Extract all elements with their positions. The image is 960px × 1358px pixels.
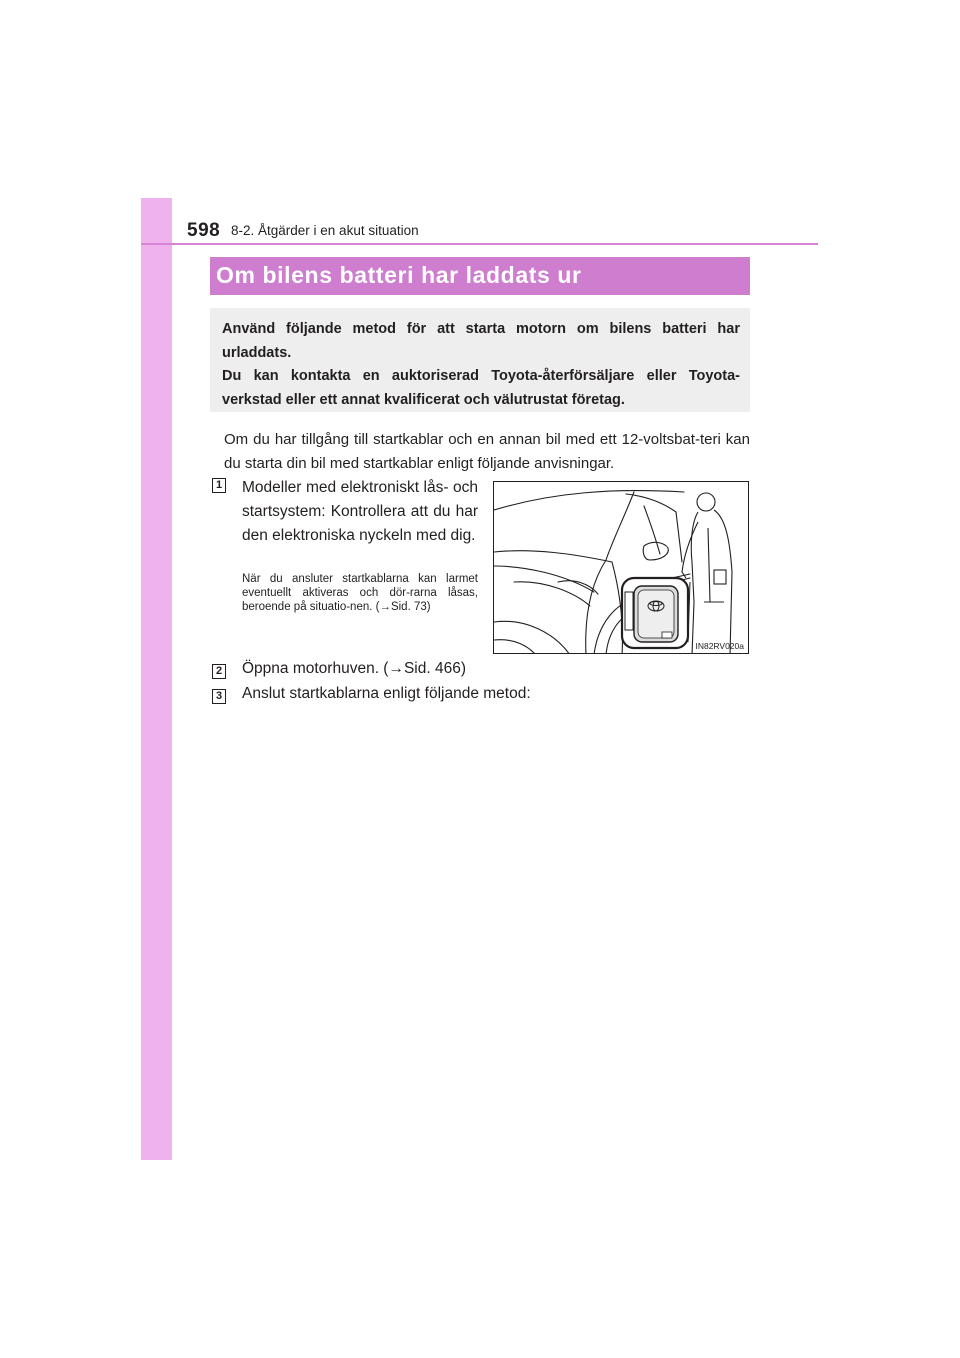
page-title: Om bilens batteri har laddats ur [216, 262, 582, 288]
step-1-text: Modeller med elektroniskt lås- och startsystem: Kontrollera att du har den elektroniska nyckeln med dig. [242, 479, 478, 544]
smart-key-icon [622, 578, 688, 648]
header-rule [141, 243, 818, 245]
section-header: 8-2. Åtgärder i en akut situation [231, 223, 419, 238]
car-door-illustration [494, 482, 749, 654]
person-icon [682, 493, 732, 654]
figure-code: IN82RV020a [695, 641, 744, 651]
step-3-text: Anslut startkablarna enligt följande metod: [242, 685, 531, 702]
page-number: 598 [187, 220, 221, 241]
side-tab-strip [141, 198, 172, 1160]
title-band [210, 257, 750, 295]
step-2-text: Öppna motorhuven. (→Sid. 466) [242, 660, 467, 677]
body-paragraph: Om du har tillgång till startkablar och en annan bil med ett 12-voltsbat-teri kan du starta din bil med startkablar enligt följande anvisningar. [224, 431, 750, 472]
intro-line-1: Använd följande metod för att starta motorn om bilens batteri har urladdats. [222, 321, 740, 361]
intro-line-2: Du kan kontakta en auktoriserad Toyota-återförsäljare eller Toyota-verkstad eller ett annat kvalificerat och välutrustat företag. [222, 368, 740, 408]
step-number-3: 3 [212, 689, 226, 704]
step-1-note: När du ansluter startkablarna kan larmet eventuellt aktiveras och dör-rarna låsas, beroende på situatio-nen. (→Sid. 73) [242, 573, 478, 613]
intro-box [210, 308, 750, 412]
illustration-frame [493, 481, 749, 654]
step-number-1: 1 [212, 478, 226, 493]
step-number-2: 2 [212, 664, 226, 679]
